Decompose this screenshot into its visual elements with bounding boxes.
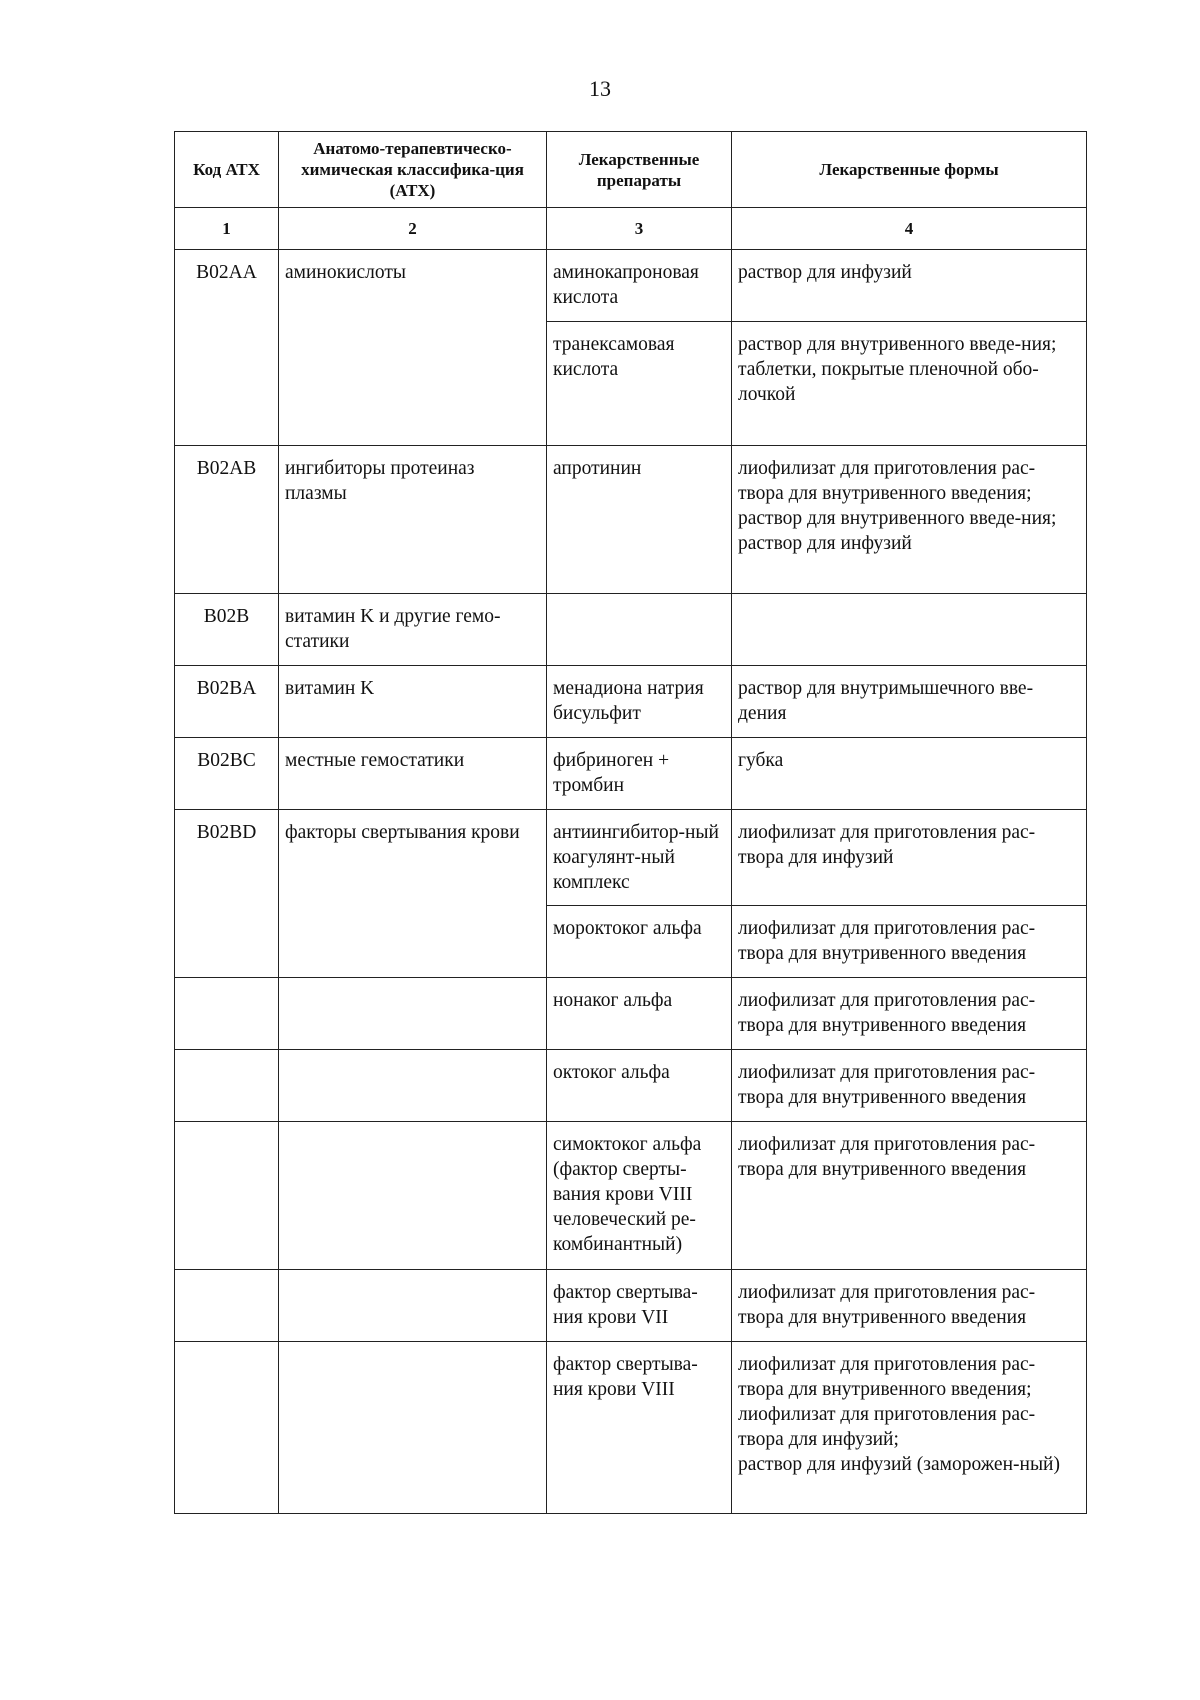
drug-cell: фибриноген + тромбин <box>547 738 732 810</box>
table-row <box>175 810 1087 906</box>
dosage-form-line: раствор для инфузий <box>738 262 912 283</box>
dosage-form-line: лиофилизат для приготовления рас-твора для инфузий; <box>738 1404 1036 1450</box>
table-row <box>175 594 1087 666</box>
dosage-forms-cell <box>732 978 1087 1050</box>
table-row <box>175 666 1087 738</box>
drug-cell: аминокапроновая кислота <box>547 250 732 322</box>
dosage-form-line: раствор для внутримышечного вве-дения <box>738 678 1034 724</box>
table-row <box>175 250 1087 322</box>
page-number: 13 <box>589 76 611 101</box>
dosage-form-line: лиофилизат для приготовления рас-твора для внутривенного введения <box>738 1282 1036 1328</box>
atx-class-cell <box>279 1050 547 1122</box>
atx-class-cell: ингибиторы протеиназ плазмы <box>279 446 547 594</box>
dosage-form-line: раствор для инфузий (заморожен-ный) <box>738 1454 1060 1475</box>
atx-class-cell: аминокислоты <box>279 250 547 446</box>
atx-code-cell: B02BD <box>175 810 279 978</box>
column-number: 1 <box>175 208 279 250</box>
drug-cell: нонаког альфа <box>547 978 732 1050</box>
table-row <box>175 446 1087 594</box>
header-atx-classification: Анатомо-терапевтическо-химическая классифика-ция (АТХ) <box>279 132 547 208</box>
drug-cell: менадиона натрия бисульфит <box>547 666 732 738</box>
atx-code-cell: B02BA <box>175 666 279 738</box>
drug-cell: октоког альфа <box>547 1050 732 1122</box>
header-drugs: Лекарственные препараты <box>547 132 732 208</box>
dosage-forms-cell <box>732 666 1087 738</box>
atx-class-cell: факторы свертывания крови <box>279 810 547 978</box>
atx-code-cell: B02BC <box>175 738 279 810</box>
dosage-form-line: лиофилизат для приготовления рас-твора для инфузий <box>738 822 1036 868</box>
dosage-forms-cell <box>732 906 1087 978</box>
dosage-forms-cell <box>732 1270 1087 1342</box>
atx-class-cell: витамин K <box>279 666 547 738</box>
dosage-forms-cell <box>732 250 1087 322</box>
table-row <box>175 738 1087 810</box>
atx-table <box>174 131 1087 1514</box>
atx-class-cell: местные гемостатики <box>279 738 547 810</box>
header-row <box>175 132 1087 208</box>
atx-code-cell <box>175 1270 279 1342</box>
atx-code-cell <box>175 978 279 1050</box>
dosage-form-line: раствор для инфузий <box>738 533 912 554</box>
atx-class-cell <box>279 978 547 1050</box>
atx-code-cell <box>175 1122 279 1270</box>
drug-cell: фактор свертыва-ния крови VII <box>547 1270 732 1342</box>
table-row <box>175 1342 1087 1514</box>
dosage-form-line: таблетки, покрытые пленочной обо-лочкой <box>738 359 1039 405</box>
dosage-form-line: лиофилизат для приготовления рас-твора для внутривенного введения; <box>738 458 1036 504</box>
atx-code-cell: B02AB <box>175 446 279 594</box>
column-number-row <box>175 208 1087 250</box>
dosage-form-line: лиофилизат для приготовления рас-твора для внутривенного введения <box>738 918 1036 964</box>
drug-cell: мороктоког альфа <box>547 906 732 978</box>
table-row <box>175 1270 1087 1342</box>
table-row <box>175 978 1087 1050</box>
atx-code-cell: B02B <box>175 594 279 666</box>
dosage-form-line: раствор для внутривенного введе-ния; <box>738 508 1057 529</box>
dosage-forms-cell <box>732 594 1087 666</box>
drug-cell: транексамовая кислота <box>547 322 732 446</box>
atx-class-cell <box>279 1342 547 1514</box>
table-row <box>175 1050 1087 1122</box>
dosage-form-line: губка <box>738 750 784 771</box>
table-row <box>175 1122 1087 1270</box>
dosage-forms-cell <box>732 1342 1087 1514</box>
atx-class-cell <box>279 1270 547 1342</box>
atx-class-cell <box>279 1122 547 1270</box>
dosage-forms-cell <box>732 738 1087 810</box>
dosage-forms-cell <box>732 1122 1087 1270</box>
header-dosage-forms: Лекарственные формы <box>732 132 1087 208</box>
dosage-forms-cell <box>732 322 1087 446</box>
atx-code-cell: B02AA <box>175 250 279 446</box>
dosage-form-line: лиофилизат для приготовления рас-твора для внутривенного введения <box>738 990 1036 1036</box>
drug-cell: антиингибитор-ный коагулянт-ный комплекс <box>547 810 732 906</box>
dosage-form-line: раствор для внутривенного введе-ния; <box>738 334 1057 355</box>
dosage-forms-cell <box>732 1050 1087 1122</box>
drug-cell: апротинин <box>547 446 732 594</box>
dosage-form-line: лиофилизат для приготовления рас-твора для внутривенного введения <box>738 1062 1036 1108</box>
atx-code-cell <box>175 1342 279 1514</box>
dosage-form-line: лиофилизат для приготовления рас-твора для внутривенного введения <box>738 1134 1036 1180</box>
atx-class-cell: витамин K и другие гемо-статики <box>279 594 547 666</box>
dosage-form-line: лиофилизат для приготовления рас-твора для внутривенного введения; <box>738 1354 1036 1400</box>
dosage-forms-cell <box>732 810 1087 906</box>
header-atx-code: Код АТХ <box>175 132 279 208</box>
drug-cell <box>547 594 732 666</box>
column-number: 4 <box>732 208 1087 250</box>
drug-cell: фактор свертыва-ния крови VIII <box>547 1342 732 1514</box>
drug-cell: симоктоког альфа (фактор сверты-вания крови VIII человеческий ре-комбинантный) <box>547 1122 732 1270</box>
atx-code-cell <box>175 1050 279 1122</box>
column-number: 2 <box>279 208 547 250</box>
column-number: 3 <box>547 208 732 250</box>
dosage-forms-cell <box>732 446 1087 594</box>
